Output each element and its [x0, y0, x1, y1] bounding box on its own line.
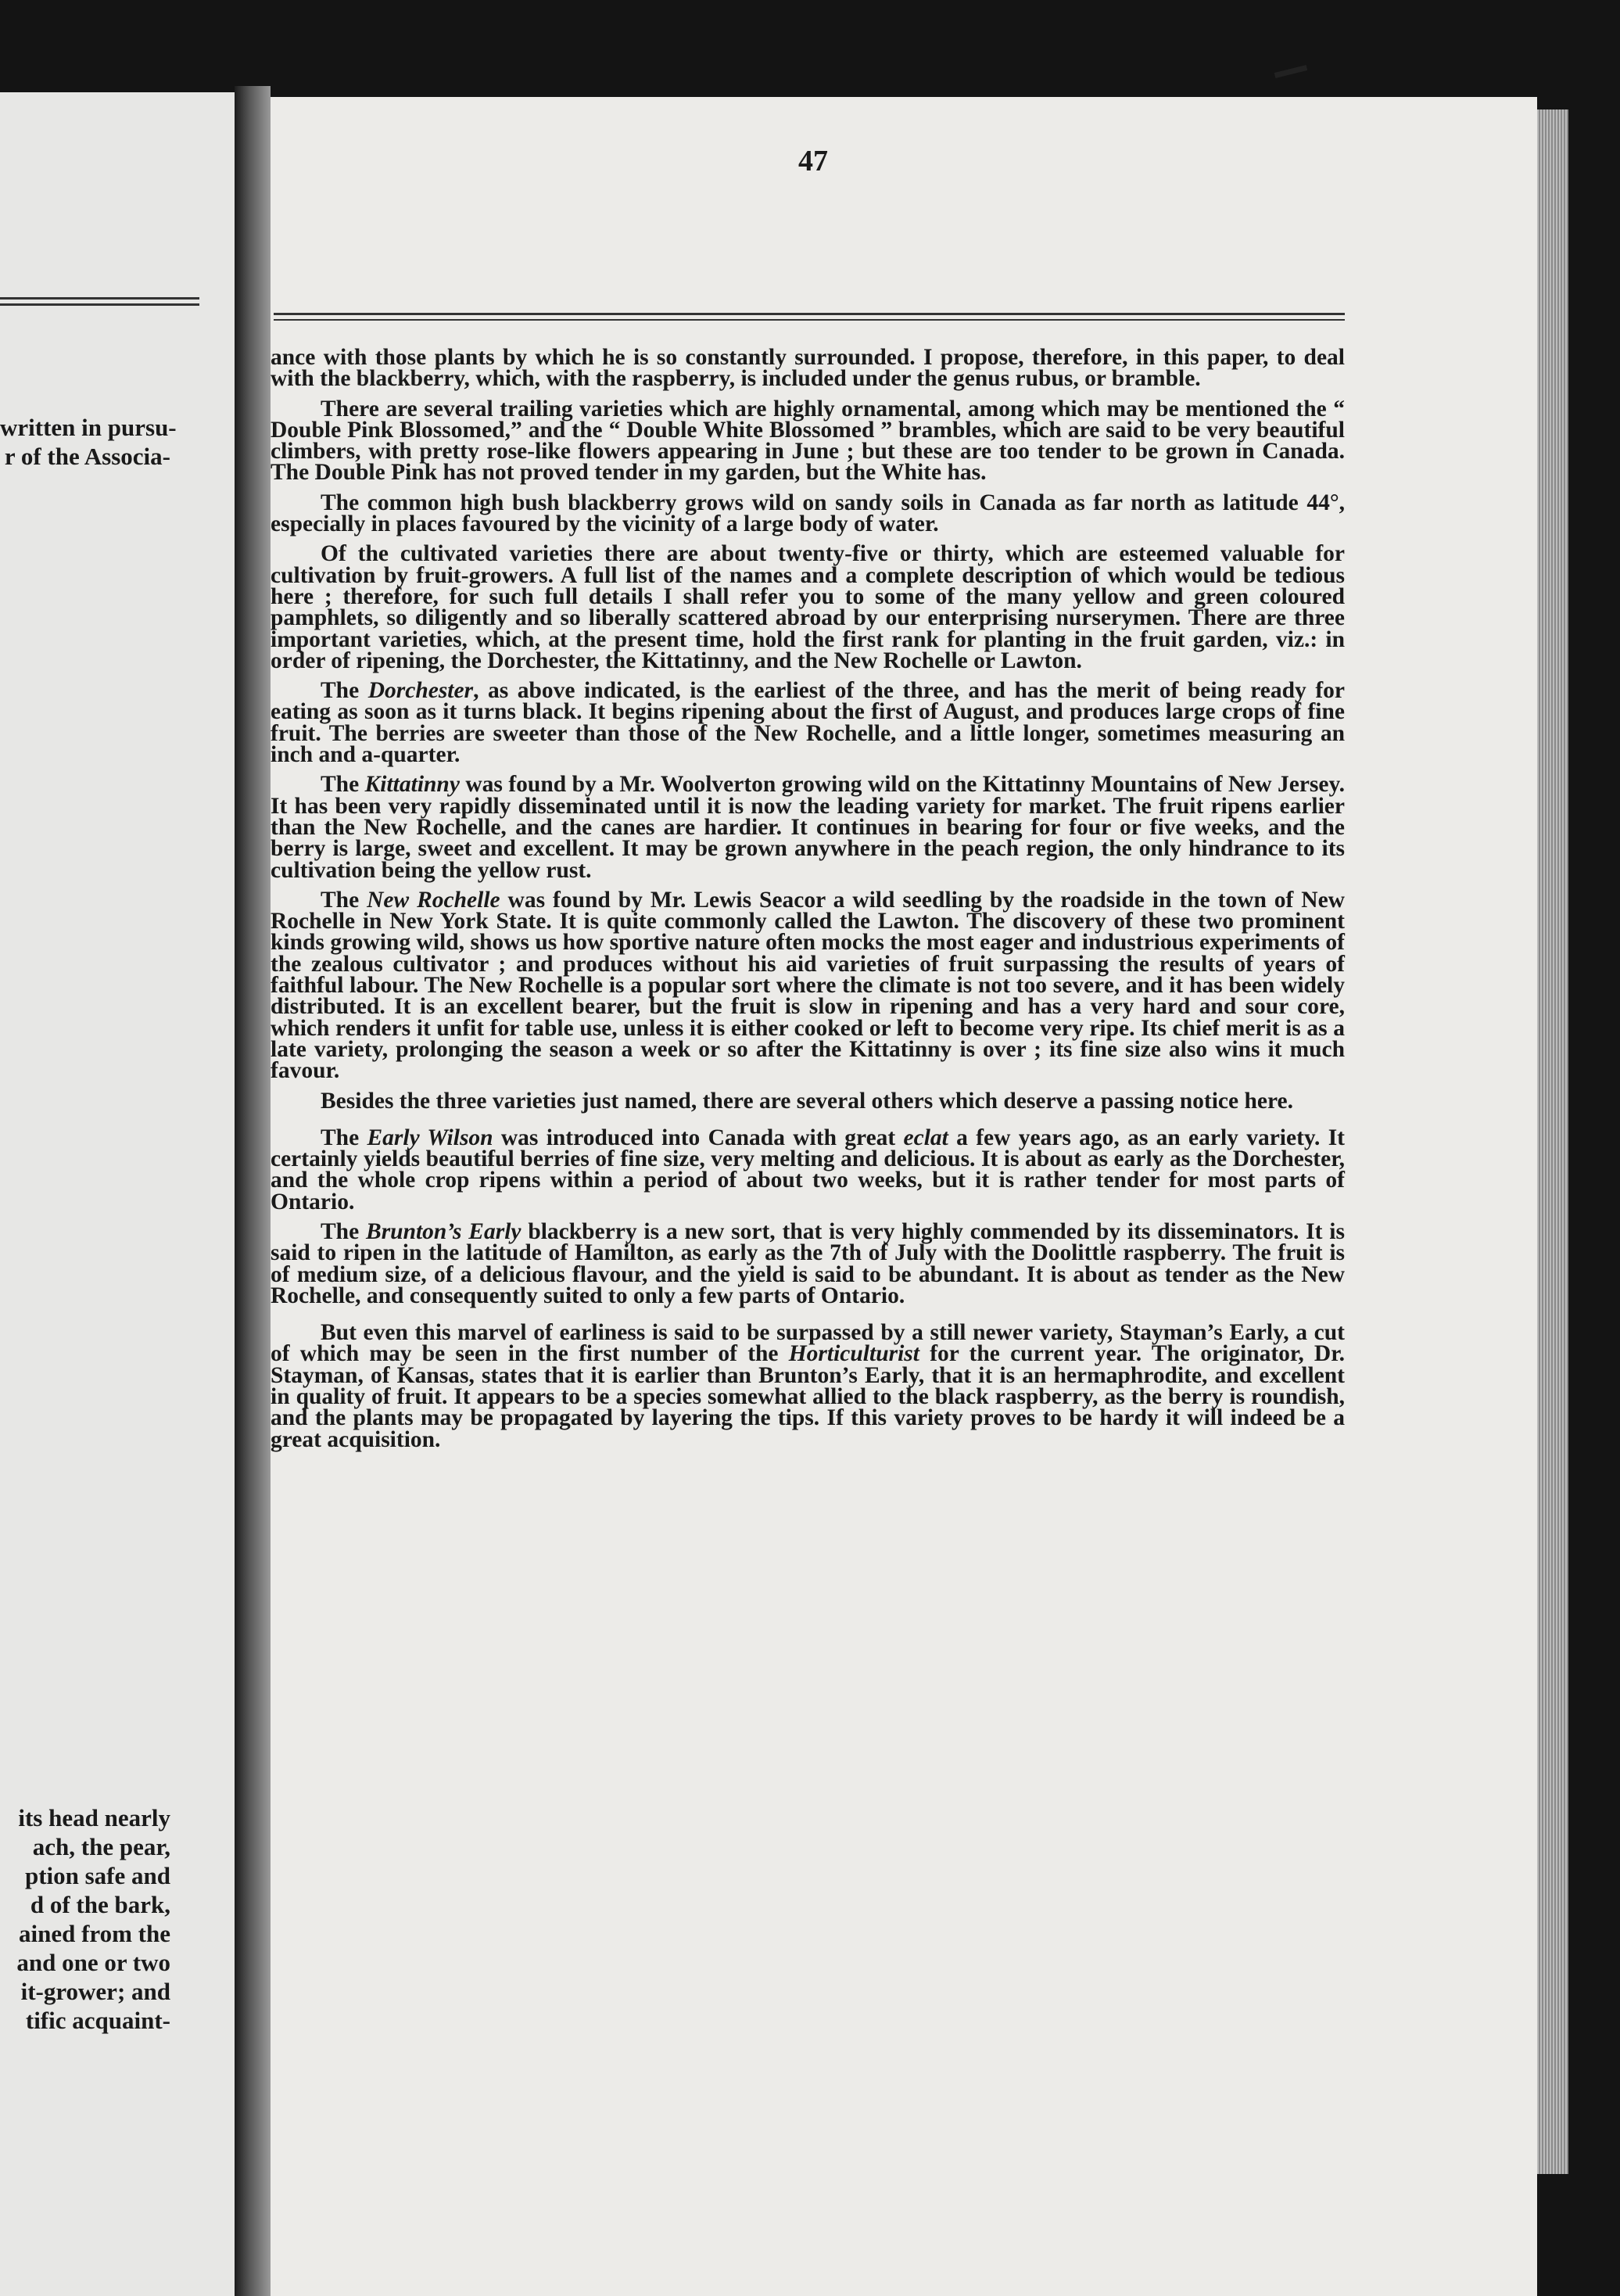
paragraph: [271, 887, 1345, 1084]
left-text-fragment: written in pursu-: [0, 414, 177, 441]
ink-mark: [1274, 65, 1307, 78]
paragraph-text: blackberry is a new sort, that is very highly commended by its disseminators. It is said to ripen in the latitude of Hamilton, as early as the 7th of July with the Doolittle raspberry. The fruit is of medium size, of a delicious flavour, and the yield is said to be abundant. It is about as tender as the New Rochelle, and consequently suited to only a few parts of Ontario.: [271, 1218, 1345, 1308]
left-text-fragment: ption safe and: [24, 1862, 170, 1889]
paragraph-text: But even this marvel of earliness is said to be surpassed by a still newer variety, Stayman’s Early, a cut of which may be seen in the first number of the: [271, 1320, 1345, 1367]
header-rule: [274, 313, 1345, 321]
left-text-fragment: its head nearly: [18, 1804, 170, 1831]
left-header-rule: [0, 297, 199, 300]
left-text-fragment: tific acquaint-: [25, 2007, 170, 2034]
paragraph: [271, 1218, 1345, 1308]
paragraph-lead: The: [321, 1125, 367, 1150]
page-edge: [1537, 109, 1568, 2174]
paragraph-lead: The: [321, 1218, 367, 1244]
left-text-fragment: d of the bark,: [30, 1891, 170, 1918]
paragraph-lead: The: [321, 887, 367, 913]
variety-name: Brunton’s Early: [366, 1218, 521, 1244]
paragraph-text: was found by Mr. Lewis Seacor a wild seedling by the roadside in the town of New Rochelle in New York State. It is quite commonly called the Lawton. The discovery of these two prominent kinds growing wild, shows us how sportive nature often mocks the most eager and industrious experiments of the zealous cultivator ; and produces without his aid varieties of fruit surpassing the results of years of faithful labour. The New Rochelle is a popular sort where the climate is not too severe, and it has been widely distributed. It is an excellent bearer, but the fruit is slow in ripening and has a very hard and sour core, which renders it unfit for table use, unless it is either cooked or left to become very ripe. Its chief merit is as a late variety, prolonging the season a week or so after the Kittatinny is over ; its fine size also wins it much favour.: [271, 887, 1345, 1084]
variety-name: Dorchester: [367, 678, 474, 704]
paragraph: [271, 1125, 1345, 1214]
left-header-rule-2: [0, 303, 199, 306]
paragraph-text: was found by a Mr. Woolverton growing wild on the Kittatinny Mountains of New Jersey. It has been very rapidly disseminated until it is now the leading variety for market. The fruit ripens earlier than the New Rochelle, and the canes are hardier. It continues in bearing for four or five weeks, and the berry is large, sweet and excellent. It may be grown anywhere in the peach region, the only hindrance to its cultivation being the yellow rust.: [271, 772, 1345, 883]
variety-name: Kittatinny: [364, 772, 460, 798]
paragraph-lead: The: [321, 772, 365, 798]
book-gutter: [235, 86, 271, 2296]
previous-page: [0, 92, 235, 2296]
paragraph-text-2: for the current year. The originator, Dr. Stayman, of Kansas, states that it is earlier than Brunton’s Early, that it is an hermaphrodite, and excellent in quality of fruit. It appears to be a species somewhat allied to the black raspberry, as the berry is roundish, and the plants may be propagated by layering the tips. If this variety proves to be hardy it will indeed be a great acquisition.: [271, 1341, 1345, 1452]
paragraph-lead: The: [321, 678, 368, 704]
left-text-fragment: ach, the pear,: [32, 1833, 170, 1860]
paragraph: [271, 774, 1345, 881]
italic-term: eclat: [903, 1125, 948, 1150]
paragraph: [271, 680, 1345, 766]
left-text-fragment: ained from the: [18, 1920, 170, 1947]
paragraph-text: , as above indicated, is the earliest of the three, and has the merit of being ready for eating as soon as it turns black. It begins ripening about the first of August, and produces large crops of fine fruit. The berries are sweeter than those of the New Rochelle, and a little longer, sometimes measuring an inch and a-quarter.: [271, 678, 1345, 768]
article-body: [271, 347, 1345, 1459]
paragraph-text: was introduced into Canada with great: [493, 1125, 904, 1150]
page-number: 47: [798, 145, 828, 178]
paragraph: ance with those plants by which he is so constantly surrounded. I propose, therefore, in this paper, to deal with the blackberry, which, with the raspberry, is included under the genus rubus, or bramble.: [271, 345, 1345, 392]
paragraph: The common high bush blackberry grows wild on sandy soils in Canada as far north as latitude 44°, especially in places favoured by the vicinity of a large body of water.: [271, 490, 1345, 537]
paragraph: Of the cultivated varieties there are about twenty-five or thirty, which are esteemed valuable for cultivation by fruit-growers. A full list of the names and a complete description of which would be tedious here ; therefore, for such full details I shall refer you to some of the many yellow and green coloured pamphlets, so diligently and so liberally scattered abroad by our enterprising nurserymen. There are three important varieties, which, at the present time, hold the first rank for planting in the fruit garden, viz.: in order of ripening, the Dorchester, the Kittatinny, and the New Rochelle or Lawton.: [271, 541, 1345, 673]
publication-name: Horticulturist: [788, 1341, 919, 1367]
left-text-fragment: r of the Associa-: [4, 443, 170, 470]
left-text-fragment: and one or two: [16, 1949, 170, 1976]
variety-name: Early Wilson: [367, 1125, 493, 1150]
paragraph: [271, 1322, 1345, 1451]
paragraph-text-2: a few years ago, as an early variety. It certainly yields beautiful berries of fine size, very melting and delicious. It is about as early as the Dorchester, and the whole crop ripens within a period of about two weeks, but it is rather tender for most parts of Ontario.: [271, 1125, 1345, 1214]
paragraph: Besides the three varieties just named, there are several others which deserve a passing notice here.: [321, 1088, 1293, 1114]
variety-name: New Rochelle: [367, 887, 500, 913]
paragraph: There are several trailing varieties which are highly ornamental, among which may be mentioned the “ Double Pink Blossomed,” and the “ Double White Blossomed ” brambles, which are said to be very beautiful climbers, with pretty rose-like flowers appearing in June ; but these are too tender to be grown in Canada. The Double Pink has not proved tender in my garden, but the White has.: [271, 396, 1345, 486]
left-text-fragment: it-grower; and: [20, 1978, 170, 2005]
